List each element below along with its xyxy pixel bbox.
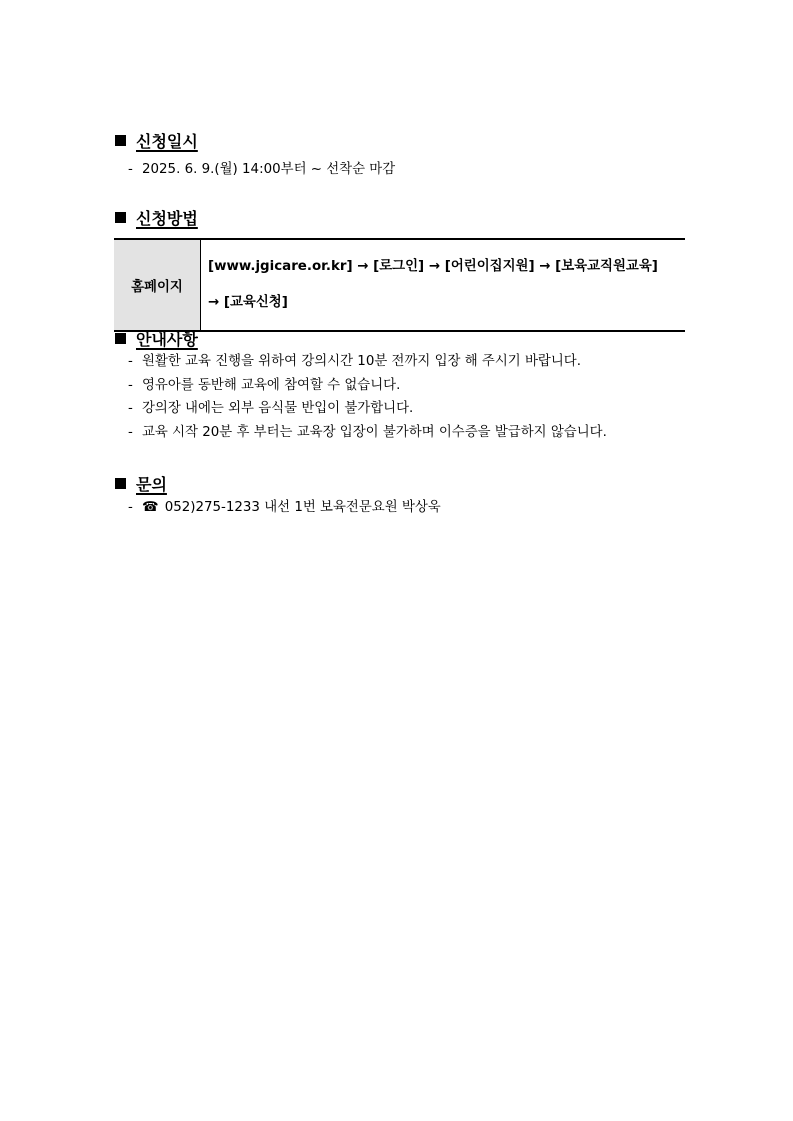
list-item — [115, 496, 690, 520]
section-heading — [115, 206, 690, 228]
section-application-method — [115, 206, 690, 228]
item-text: 052)275-1233 내선 1번 보육전문요원 박상욱 — [164, 500, 441, 515]
dash-marker: - — [128, 162, 133, 177]
section-application-date — [115, 129, 690, 182]
list-item — [115, 421, 690, 445]
dash-marker: - — [128, 500, 133, 515]
phone-icon: ☎ — [142, 500, 159, 515]
square-bullet-icon — [115, 478, 126, 489]
item-text: 원활한 교육 진행을 위하여 강의시간 10분 전까지 입장 해 주시기 바랍니다. — [142, 354, 581, 369]
heading-label: 문의 — [136, 474, 167, 494]
square-bullet-icon — [115, 212, 126, 223]
list-item — [115, 397, 690, 421]
item-text: 교육 시작 20분 후 부터는 교육장 입장이 불가하며 이수증을 발급하지 않습니다. — [142, 424, 607, 440]
dash-marker: - — [128, 424, 133, 440]
value-line-1: [www.jgicare.or.kr] → [로그인] → [어린이집지원] → [보육교직원교육] — [208, 259, 658, 274]
item-text: 2025. 6. 9.(월) 14:00부터 ~ 선착순 마감 — [142, 162, 396, 177]
list-item — [115, 374, 690, 398]
section-notice — [115, 327, 690, 444]
section-heading — [115, 129, 690, 151]
item-text: 강의장 내에는 외부 음식물 반입이 불가합니다. — [142, 401, 414, 416]
list-item — [115, 158, 690, 182]
item-text: 영유아를 동반해 교육에 참여할 수 없습니다. — [142, 377, 401, 393]
table-value-cell — [201, 239, 686, 331]
dash-marker: - — [128, 377, 133, 393]
heading-label: 안내사항 — [136, 329, 198, 349]
value-line-2: → [교육신청] — [208, 295, 288, 310]
square-bullet-icon — [115, 135, 126, 146]
table-key-cell: 홈페이지 — [114, 239, 201, 331]
square-bullet-icon — [115, 333, 126, 344]
dash-marker: - — [128, 401, 133, 416]
list-item — [115, 350, 690, 374]
section-heading — [115, 472, 690, 494]
application-method-table — [114, 238, 685, 332]
section-heading — [115, 327, 690, 349]
dash-marker: - — [128, 354, 133, 369]
heading-label: 신청방법 — [136, 208, 198, 228]
heading-label: 신청일시 — [136, 131, 198, 151]
table-row — [114, 239, 685, 331]
section-contact — [115, 472, 690, 520]
